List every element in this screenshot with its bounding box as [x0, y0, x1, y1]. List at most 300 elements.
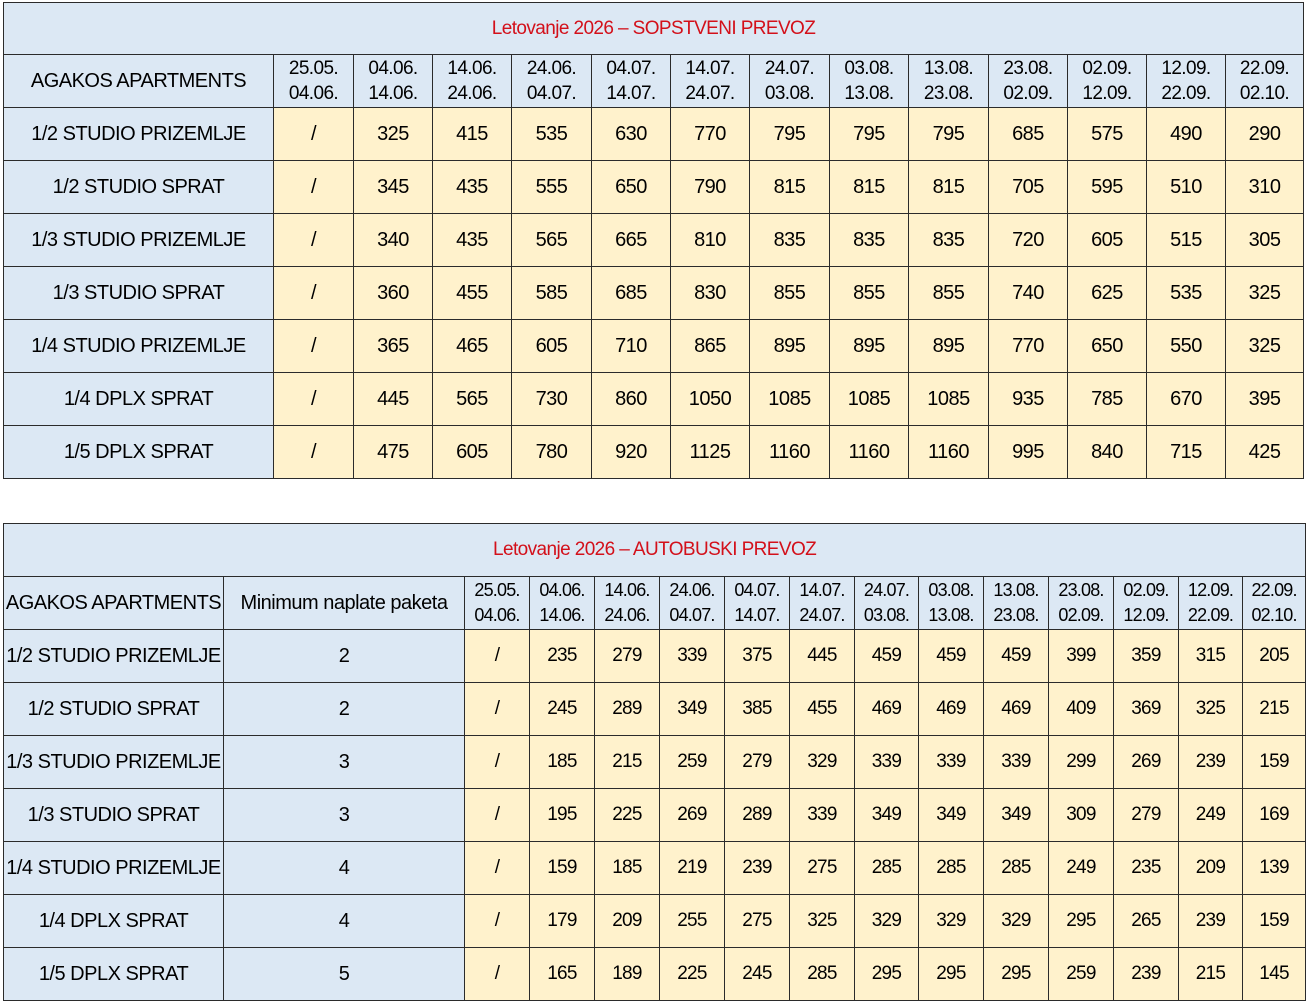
price-cell: 239	[1179, 895, 1243, 948]
price-cell: 535	[1147, 267, 1226, 320]
price-cell: 1085	[909, 373, 989, 426]
price-cell: 790	[671, 161, 750, 214]
price-cell: 455	[433, 267, 512, 320]
price-cell: 275	[725, 895, 790, 948]
period-start: 03.08.	[928, 580, 974, 600]
period-header	[830, 55, 909, 108]
price-cell: 295	[1049, 895, 1114, 948]
table-row	[4, 320, 1304, 373]
price-cell: 145	[1243, 948, 1306, 1001]
price-cell: 650	[1068, 320, 1147, 373]
period-header	[1068, 55, 1147, 108]
period-header	[1049, 577, 1114, 630]
table-row	[4, 895, 1306, 948]
price-cell: 630	[592, 108, 671, 161]
period-end: 03.08.	[764, 83, 815, 104]
price-cell: 285	[984, 842, 1049, 895]
price-cell: 459	[855, 630, 919, 683]
price-cell: 359	[1114, 630, 1179, 683]
period-end: 13.08.	[844, 83, 894, 104]
price-cell: 795	[750, 108, 830, 161]
price-cell: 705	[989, 161, 1068, 214]
price-cell: 310	[1226, 161, 1304, 214]
price-cell: 855	[830, 267, 909, 320]
price-cell: 349	[984, 789, 1049, 842]
price-cell: 459	[984, 630, 1049, 683]
price-cell: 345	[354, 161, 433, 214]
table-row	[4, 161, 1304, 214]
price-cell: 159	[1243, 895, 1306, 948]
price-cell: 299	[1049, 736, 1114, 789]
price-cell: 179	[530, 895, 595, 948]
period-end: 23.08.	[923, 83, 974, 104]
period-header	[909, 55, 989, 108]
price-cell: 409	[1049, 683, 1114, 736]
price-cell: 329	[790, 736, 855, 789]
price-cell: 325	[1226, 267, 1304, 320]
price-cell: 1050	[671, 373, 750, 426]
price-cell: 605	[433, 426, 512, 479]
table-row	[4, 683, 1306, 736]
period-end: 12.09.	[1082, 83, 1132, 104]
price-table-bus-transport	[3, 523, 1306, 1001]
price-cell: 715	[1147, 426, 1226, 479]
period-start: 24.06.	[526, 58, 577, 79]
table-row	[4, 630, 1306, 683]
price-cell: 595	[1068, 161, 1147, 214]
price-cell: 339	[790, 789, 855, 842]
price-cell: 239	[1114, 948, 1179, 1001]
price-cell: 279	[1114, 789, 1179, 842]
period-header	[989, 55, 1068, 108]
price-cell: 259	[660, 736, 725, 789]
price-cell: 325	[354, 108, 433, 161]
price-cell: 159	[530, 842, 595, 895]
price-cell: 349	[855, 789, 919, 842]
room-type: 1/2 STUDIO SPRAT	[4, 161, 274, 214]
price-cell: 209	[1179, 842, 1243, 895]
price-cell: 249	[1049, 842, 1114, 895]
price-cell: 329	[855, 895, 919, 948]
price-cell: 185	[530, 736, 595, 789]
period-header	[274, 55, 354, 108]
price-cell: 269	[1114, 736, 1179, 789]
price-cell: 920	[592, 426, 671, 479]
price-cell: 550	[1147, 320, 1226, 373]
price-cell: 835	[750, 214, 830, 267]
price-cell: 830	[671, 267, 750, 320]
price-cell: 339	[855, 736, 919, 789]
price-cell: 189	[595, 948, 660, 1001]
price-cell: 289	[595, 683, 660, 736]
price-cell: 780	[512, 426, 592, 479]
period-header	[790, 577, 855, 630]
period-end: 14.07.	[734, 605, 780, 625]
period-start: 14.07.	[799, 580, 845, 600]
table-row	[4, 267, 1304, 320]
price-cell: 445	[790, 630, 855, 683]
price-cell: 235	[530, 630, 595, 683]
period-end: 02.10.	[1239, 83, 1290, 104]
period-header	[725, 577, 790, 630]
price-cell: /	[465, 895, 530, 948]
room-type: 1/3 STUDIO SPRAT	[4, 267, 274, 320]
table-row	[4, 214, 1304, 267]
price-cell: 279	[725, 736, 790, 789]
price-cell: 195	[530, 789, 595, 842]
period-start: 24.06.	[669, 580, 715, 600]
price-cell: /	[274, 320, 354, 373]
price-cell: 650	[592, 161, 671, 214]
price-cell: 239	[725, 842, 790, 895]
price-cell: /	[465, 948, 530, 1001]
price-cell: 295	[984, 948, 1049, 1001]
price-cell: 265	[1114, 895, 1179, 948]
price-cell: 490	[1147, 108, 1226, 161]
room-type: 1/3 STUDIO SPRAT	[4, 789, 224, 842]
price-cell: 469	[919, 683, 984, 736]
price-cell: 815	[830, 161, 909, 214]
price-cell: 840	[1068, 426, 1147, 479]
price-cell: 995	[989, 426, 1068, 479]
price-cell: 295	[919, 948, 984, 1001]
period-end: 22.09.	[1187, 605, 1234, 625]
period-header	[512, 55, 592, 108]
table-title: Letovanje 2026 – AUTOBUSKI PREVOZ	[4, 524, 1306, 577]
price-cell: 259	[1049, 948, 1114, 1001]
price-cell: /	[274, 108, 354, 161]
price-cell: 835	[909, 214, 989, 267]
price-cell: 935	[989, 373, 1068, 426]
price-cell: 605	[512, 320, 592, 373]
period-header	[750, 55, 830, 108]
room-type: 1/2 STUDIO SPRAT	[4, 683, 224, 736]
period-start: 02.09.	[1123, 580, 1169, 600]
period-start: 22.09.	[1251, 580, 1297, 600]
price-cell: 815	[750, 161, 830, 214]
price-cell: 565	[512, 214, 592, 267]
period-start: 02.09.	[1082, 58, 1132, 79]
room-type: 1/5 DPLX SPRAT	[4, 426, 274, 479]
price-cell: 395	[1226, 373, 1304, 426]
price-cell: 185	[595, 842, 660, 895]
period-start: 13.08.	[923, 58, 974, 79]
period-end: 02.09.	[1003, 83, 1053, 104]
period-header	[1226, 55, 1304, 108]
period-header	[354, 55, 433, 108]
price-cell: 465	[433, 320, 512, 373]
period-header	[984, 577, 1049, 630]
price-cell: 159	[1243, 736, 1306, 789]
period-start: 12.09.	[1161, 58, 1211, 79]
price-cell: 315	[1179, 630, 1243, 683]
period-start: 03.08.	[844, 58, 894, 79]
price-cell: /	[465, 789, 530, 842]
period-end: 12.09.	[1123, 605, 1169, 625]
price-cell: 279	[595, 630, 660, 683]
period-end: 24.06.	[447, 83, 497, 104]
price-cell: 860	[592, 373, 671, 426]
period-start: 12.09.	[1187, 580, 1234, 600]
price-cell: 245	[725, 948, 790, 1001]
period-start: 23.08.	[1058, 580, 1104, 600]
table-row	[4, 948, 1306, 1001]
price-cell: 349	[919, 789, 984, 842]
period-start: 14.07.	[685, 58, 735, 79]
period-end: 03.08.	[863, 605, 910, 625]
period-end: 24.07.	[685, 83, 735, 104]
price-cell: 325	[1226, 320, 1304, 373]
price-cell: 215	[1179, 948, 1243, 1001]
price-cell: 289	[725, 789, 790, 842]
price-cell: 459	[919, 630, 984, 683]
price-cell: 510	[1147, 161, 1226, 214]
price-cell: 249	[1179, 789, 1243, 842]
price-cell: 285	[919, 842, 984, 895]
period-end: 02.09.	[1058, 605, 1104, 625]
price-cell: 139	[1243, 842, 1306, 895]
price-cell: 425	[1226, 426, 1304, 479]
room-type: 1/5 DPLX SPRAT	[4, 948, 224, 1001]
price-cell: 730	[512, 373, 592, 426]
period-header	[530, 577, 595, 630]
column-header-minimum: Minimum naplate paketa	[224, 577, 465, 630]
table-title: Letovanje 2026 – SOPSTVENI PREVOZ	[4, 3, 1304, 55]
table-row	[4, 108, 1304, 161]
price-cell: 219	[660, 842, 725, 895]
price-cell: /	[274, 426, 354, 479]
minimum-packages: 2	[224, 630, 465, 683]
minimum-packages: 2	[224, 683, 465, 736]
price-cell: /	[465, 683, 530, 736]
header-row	[4, 577, 1306, 630]
price-cell: 685	[989, 108, 1068, 161]
price-cell: 1160	[830, 426, 909, 479]
minimum-packages: 4	[224, 842, 465, 895]
price-cell: 340	[354, 214, 433, 267]
price-cell: 670	[1147, 373, 1226, 426]
minimum-packages: 3	[224, 736, 465, 789]
minimum-packages: 3	[224, 789, 465, 842]
price-cell: 515	[1147, 214, 1226, 267]
period-header	[595, 577, 660, 630]
price-cell: 269	[660, 789, 725, 842]
room-type: 1/2 STUDIO PRIZEMLJE	[4, 630, 224, 683]
price-cell: 309	[1049, 789, 1114, 842]
period-start: 25.05.	[288, 58, 339, 79]
period-start: 04.07.	[734, 580, 780, 600]
price-cell: 290	[1226, 108, 1304, 161]
period-header	[1243, 577, 1306, 630]
price-cell: 785	[1068, 373, 1147, 426]
price-cell: /	[274, 214, 354, 267]
price-cell: 575	[1068, 108, 1147, 161]
price-cell: 665	[592, 214, 671, 267]
price-cell: 770	[671, 108, 750, 161]
price-cell: /	[274, 161, 354, 214]
period-end: 04.07.	[526, 83, 577, 104]
period-header	[1179, 577, 1243, 630]
price-cell: 605	[1068, 214, 1147, 267]
price-cell: 385	[725, 683, 790, 736]
period-header	[592, 55, 671, 108]
period-end: 14.06.	[368, 83, 418, 104]
price-cell: 339	[919, 736, 984, 789]
price-cell: 339	[984, 736, 1049, 789]
price-cell: /	[465, 842, 530, 895]
price-cell: 469	[984, 683, 1049, 736]
period-start: 14.06.	[604, 580, 650, 600]
minimum-packages: 5	[224, 948, 465, 1001]
price-cell: 349	[660, 683, 725, 736]
price-cell: 685	[592, 267, 671, 320]
price-cell: /	[465, 736, 530, 789]
price-cell: 770	[989, 320, 1068, 373]
price-cell: 365	[354, 320, 433, 373]
price-cell: 215	[595, 736, 660, 789]
price-cell: 169	[1243, 789, 1306, 842]
price-cell: 865	[671, 320, 750, 373]
price-cell: 1125	[671, 426, 750, 479]
room-type: 1/4 DPLX SPRAT	[4, 895, 224, 948]
minimum-packages: 4	[224, 895, 465, 948]
price-cell: /	[274, 373, 354, 426]
price-cell: 225	[595, 789, 660, 842]
price-table-own-transport	[3, 2, 1304, 479]
price-cell: 795	[909, 108, 989, 161]
price-cell: 339	[660, 630, 725, 683]
price-cell: 209	[595, 895, 660, 948]
price-cell: 455	[790, 683, 855, 736]
price-cell: 815	[909, 161, 989, 214]
price-cell: 329	[984, 895, 1049, 948]
period-end: 04.06.	[288, 83, 339, 104]
room-type: 1/3 STUDIO PRIZEMLJE	[4, 214, 274, 267]
period-start: 04.06.	[539, 580, 585, 600]
price-cell: 435	[433, 214, 512, 267]
price-cell: 469	[855, 683, 919, 736]
price-cell: 710	[592, 320, 671, 373]
table-row	[4, 426, 1304, 479]
room-type: 1/4 DPLX SPRAT	[4, 373, 274, 426]
price-cell: 255	[660, 895, 725, 948]
price-cell: /	[274, 267, 354, 320]
price-cell: 399	[1049, 630, 1114, 683]
price-cell: 305	[1226, 214, 1304, 267]
room-type: 1/4 STUDIO PRIZEMLJE	[4, 842, 224, 895]
price-cell: 235	[1114, 842, 1179, 895]
price-cell: 285	[790, 948, 855, 1001]
period-header	[465, 577, 530, 630]
period-end: 04.06.	[474, 605, 520, 625]
period-start: 04.06.	[368, 58, 418, 79]
column-header-apartments: AGAKOS APARTMENTS	[4, 577, 224, 630]
table-row	[4, 373, 1304, 426]
price-cell: 275	[790, 842, 855, 895]
price-cell: 1085	[750, 373, 830, 426]
price-cell: 1085	[830, 373, 909, 426]
room-type: 1/4 STUDIO PRIZEMLJE	[4, 320, 274, 373]
period-end: 02.10.	[1251, 605, 1297, 625]
period-start: 04.07.	[606, 58, 656, 79]
period-start: 24.07.	[863, 580, 910, 600]
price-cell: 565	[433, 373, 512, 426]
period-start: 13.08.	[993, 580, 1039, 600]
price-cell: 245	[530, 683, 595, 736]
price-cell: 625	[1068, 267, 1147, 320]
price-cell: 535	[512, 108, 592, 161]
price-cell: 325	[1179, 683, 1243, 736]
period-header	[919, 577, 984, 630]
price-cell: 445	[354, 373, 433, 426]
period-end: 24.07.	[799, 605, 845, 625]
price-cell: 895	[909, 320, 989, 373]
period-end: 24.06.	[604, 605, 650, 625]
price-cell: 740	[989, 267, 1068, 320]
period-end: 04.07.	[669, 605, 715, 625]
period-start: 23.08.	[1003, 58, 1053, 79]
period-header	[660, 577, 725, 630]
price-cell: 360	[354, 267, 433, 320]
price-cell: 329	[919, 895, 984, 948]
price-cell: 855	[909, 267, 989, 320]
period-header	[1114, 577, 1179, 630]
period-header	[855, 577, 919, 630]
price-cell: 165	[530, 948, 595, 1001]
price-cell: 1160	[909, 426, 989, 479]
price-cell: 285	[855, 842, 919, 895]
price-cell: 1160	[750, 426, 830, 479]
period-start: 14.06.	[447, 58, 497, 79]
period-end: 22.09.	[1161, 83, 1211, 104]
table-row	[4, 789, 1306, 842]
price-cell: 855	[750, 267, 830, 320]
table-row	[4, 842, 1306, 895]
price-cell: 239	[1179, 736, 1243, 789]
price-cell: 415	[433, 108, 512, 161]
period-start: 25.05.	[474, 580, 520, 600]
price-cell: 895	[750, 320, 830, 373]
price-cell: 585	[512, 267, 592, 320]
price-cell: 555	[512, 161, 592, 214]
period-start: 22.09.	[1239, 58, 1290, 79]
price-cell: 810	[671, 214, 750, 267]
price-cell: 720	[989, 214, 1068, 267]
period-header	[671, 55, 750, 108]
price-cell: 205	[1243, 630, 1306, 683]
price-cell: /	[465, 630, 530, 683]
period-header	[433, 55, 512, 108]
room-type: 1/3 STUDIO PRIZEMLJE	[4, 736, 224, 789]
period-end: 14.07.	[606, 83, 656, 104]
price-cell: 475	[354, 426, 433, 479]
room-type: 1/2 STUDIO PRIZEMLJE	[4, 108, 274, 161]
price-cell: 215	[1243, 683, 1306, 736]
price-cell: 375	[725, 630, 790, 683]
price-cell: 295	[855, 948, 919, 1001]
table-row	[4, 736, 1306, 789]
price-cell: 795	[830, 108, 909, 161]
period-end: 14.06.	[539, 605, 585, 625]
period-start: 24.07.	[764, 58, 815, 79]
header-row	[4, 55, 1304, 108]
price-cell: 435	[433, 161, 512, 214]
period-end: 23.08.	[993, 605, 1039, 625]
price-cell: 835	[830, 214, 909, 267]
price-cell: 225	[660, 948, 725, 1001]
price-cell: 369	[1114, 683, 1179, 736]
period-header	[1147, 55, 1226, 108]
